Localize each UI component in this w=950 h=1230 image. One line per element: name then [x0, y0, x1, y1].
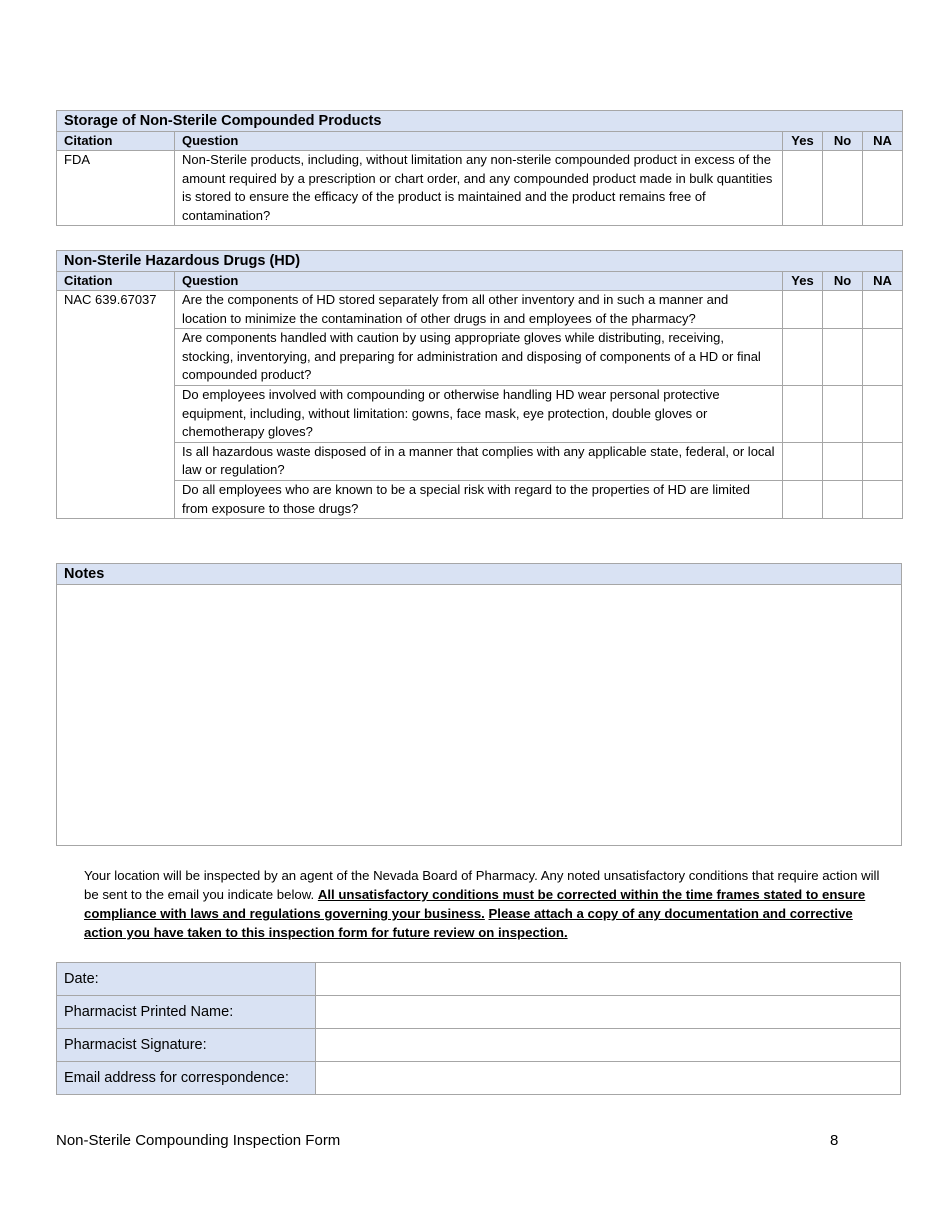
- date-field[interactable]: [316, 963, 901, 996]
- notes-title: Notes: [57, 564, 902, 585]
- section-title-hd: Non-Sterile Hazardous Drugs (HD): [57, 251, 903, 272]
- table-row: [57, 151, 903, 226]
- section-title-storage: Storage of Non-Sterile Compounded Products: [57, 111, 903, 132]
- yes-cell[interactable]: [783, 151, 823, 226]
- na-cell[interactable]: [863, 151, 903, 226]
- col-citation: Citation: [57, 272, 175, 291]
- yes-cell[interactable]: [783, 442, 823, 480]
- hd-table: [56, 250, 903, 519]
- col-na: NA: [863, 272, 903, 291]
- yes-cell[interactable]: [783, 480, 823, 518]
- question-cell: Are components handled with caution by using appropriate gloves while distributing, receiving, stocking, inventorying, and preparing for administration and disposing of components of a HD or final compounded product?: [175, 329, 783, 386]
- column-header-row: [57, 272, 903, 291]
- printed-name-field[interactable]: [316, 996, 901, 1029]
- signature-table: [56, 962, 901, 1095]
- no-cell[interactable]: [823, 151, 863, 226]
- col-question: Question: [175, 132, 783, 151]
- na-cell[interactable]: [863, 480, 903, 518]
- notes-area[interactable]: [57, 585, 902, 846]
- table-row: [57, 291, 903, 329]
- column-header-row: [57, 132, 903, 151]
- yes-cell[interactable]: [783, 329, 823, 386]
- col-no: No: [823, 132, 863, 151]
- question-cell: Are the components of HD stored separately from all other inventory and in such a manner and location to minimize the contamination of other drugs in and employees of the pharmacy?: [175, 291, 783, 329]
- footer-title: Non-Sterile Compounding Inspection Form: [56, 1132, 341, 1149]
- table-row: [57, 442, 903, 480]
- no-cell[interactable]: [823, 291, 863, 329]
- signature-field[interactable]: [316, 1029, 901, 1062]
- col-no: No: [823, 272, 863, 291]
- storage-table: [56, 110, 903, 226]
- col-na: NA: [863, 132, 903, 151]
- citation-cell: NAC 639.67037: [57, 291, 175, 519]
- col-yes: Yes: [783, 272, 823, 291]
- table-row: [57, 480, 903, 518]
- no-cell[interactable]: [823, 329, 863, 386]
- statement-intro: Your location will be inspected by an agent of the Nevada Board of Pharmacy. Any noted unsatisfactory conditions that require action will be sent to the email you indicate below.: [84, 868, 880, 902]
- question-cell: Do all employees who are known to be a special risk with regard to the properties of HD are limited from exposure to those drugs?: [175, 480, 783, 518]
- email-field[interactable]: [316, 1062, 901, 1095]
- question-cell: Do employees involved with compounding or otherwise handling HD wear personal protective equipment, including, without limitation: gowns, face mask, eye protection, double gloves or chemotherapy gloves?: [175, 385, 783, 442]
- no-cell[interactable]: [823, 480, 863, 518]
- question-cell: Non-Sterile products, including, without limitation any non-sterile compounded product in excess of the amount required by a prescription or chart order, and any compounded product made in bulk quantities is stored to ensure the efficacy of the product is maintained and the product remains free of contamination?: [175, 151, 783, 226]
- signature-row: [57, 1062, 901, 1095]
- yes-cell[interactable]: [783, 291, 823, 329]
- notes-box: [56, 563, 902, 846]
- email-label: Email address for correspondence:: [57, 1062, 316, 1095]
- signature-label: Pharmacist Signature:: [57, 1029, 316, 1062]
- statement-emphasis-correction: All unsatisfactory conditions must be corrected within the time frames stated to ensure compliance with laws and regulations governing your business.: [84, 887, 866, 921]
- question-cell: Is all hazardous waste disposed of in a manner that complies with any applicable state, federal, or local law or regulation?: [175, 442, 783, 480]
- no-cell[interactable]: [823, 385, 863, 442]
- na-cell[interactable]: [863, 291, 903, 329]
- signature-row: [57, 1029, 901, 1062]
- no-cell[interactable]: [823, 442, 863, 480]
- signature-row: [57, 963, 901, 996]
- col-citation: Citation: [57, 132, 175, 151]
- na-cell[interactable]: [863, 385, 903, 442]
- page-number: 8: [830, 1132, 839, 1149]
- printed-name-label: Pharmacist Printed Name:: [57, 996, 316, 1029]
- col-yes: Yes: [783, 132, 823, 151]
- na-cell[interactable]: [863, 329, 903, 386]
- table-row: [57, 329, 903, 386]
- inspection-statement: [84, 866, 884, 942]
- na-cell[interactable]: [863, 442, 903, 480]
- statement-emphasis-attach: Please attach a copy of any documentation and corrective action you have taken to this inspection form for future review on inspection.: [84, 906, 853, 940]
- date-label: Date:: [57, 963, 316, 996]
- signature-row: [57, 996, 901, 1029]
- citation-cell: FDA: [57, 151, 175, 226]
- col-question: Question: [175, 272, 783, 291]
- table-row: [57, 385, 903, 442]
- yes-cell[interactable]: [783, 385, 823, 442]
